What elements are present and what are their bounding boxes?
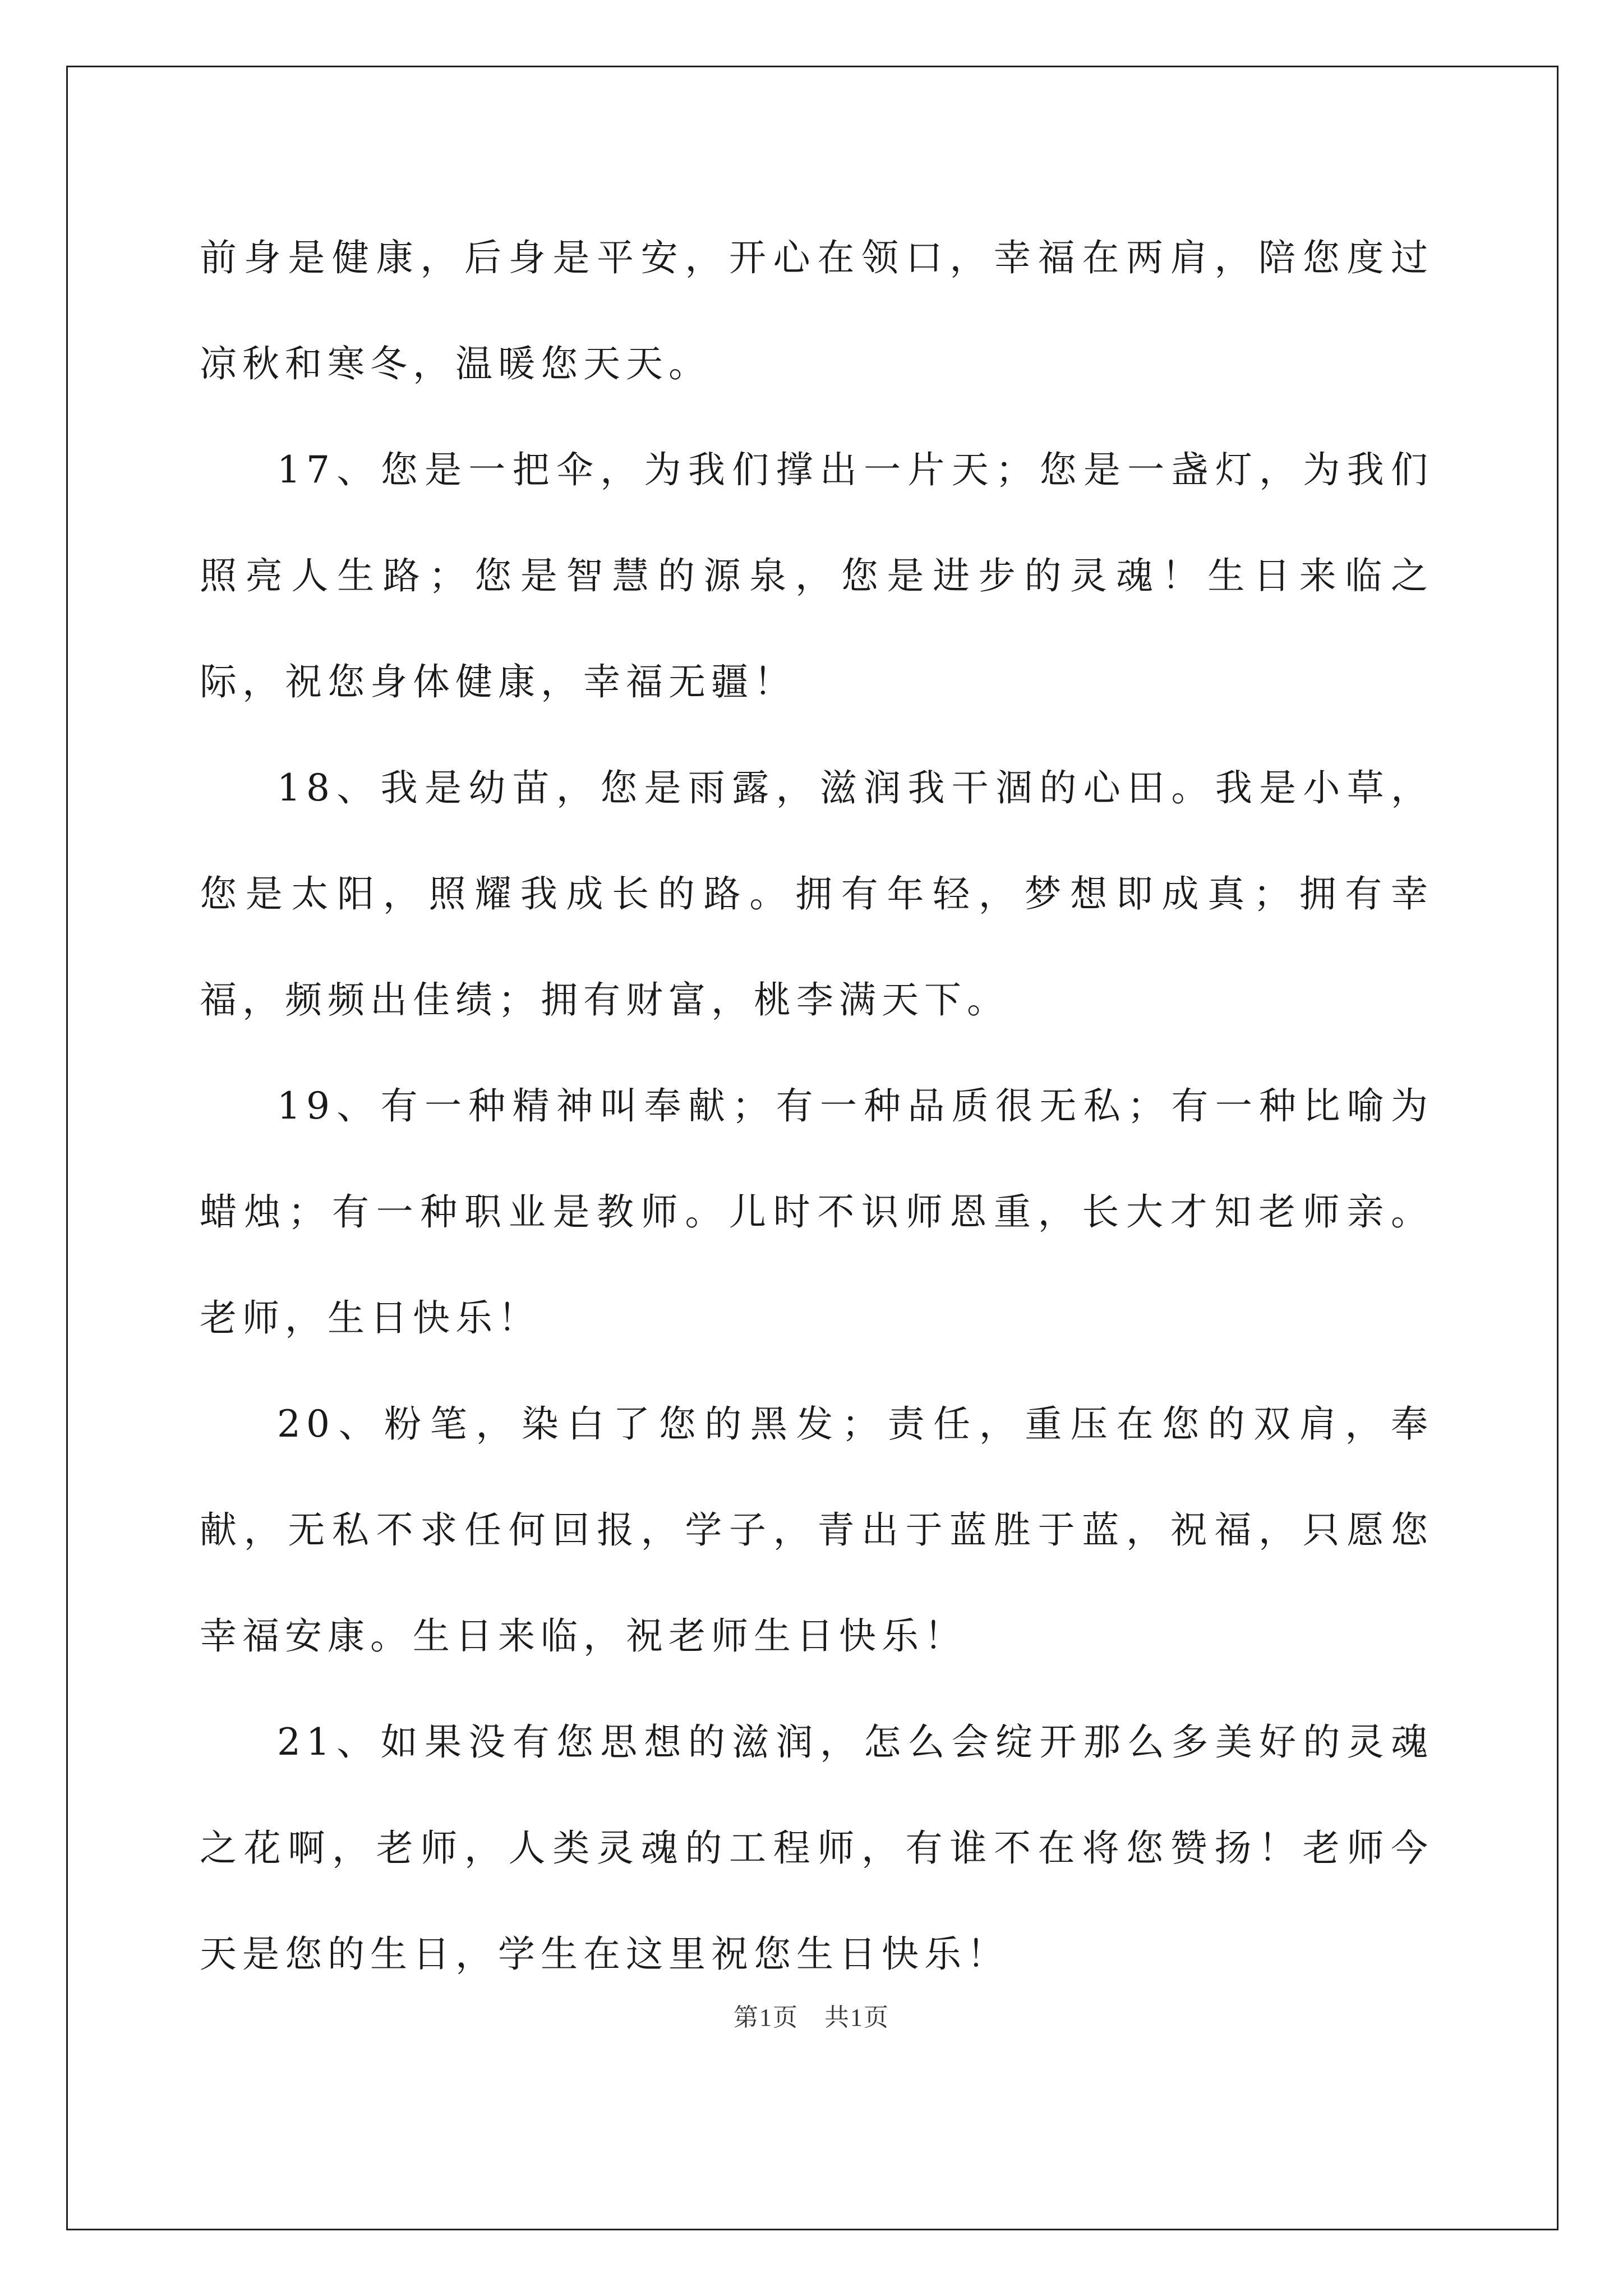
paragraph-18: 18、我是幼苗，您是雨露，滋润我干涸的心田。我是小草，您是太阳，照耀我成长的路。拥有年轻，梦想即成真；拥有幸福，频频出佳绩；拥有财富，桃李满天下。 <box>200 766 1433 1022</box>
page-number-footer: 第1页 共1页 <box>734 2004 889 2031</box>
document-body <box>200 205 1433 2007</box>
paragraph-0: 前身是健康，后身是平安，开心在领口，幸福在两肩，陪您度过凉秋和寒冬，温暖您天天。 <box>200 236 1433 385</box>
paragraph-21: 21、如果没有您思想的滋润，怎么会绽开那么多美好的灵魂之花啊，老师，人类灵魂的工程师，有谁不在将您赞扬！老师今天是您的生日，学生在这里祝您生日快乐！ <box>200 1720 1433 1976</box>
paragraph-20: 20、粉笔，染白了您的黑发；责任，重压在您的双肩，奉献，无私不求任何回报，学子，青出于蓝胜于蓝，祝福，只愿您幸福安康。生日来临，祝老师生日快乐！ <box>200 1402 1433 1658</box>
paragraph-17: 17、您是一把伞，为我们撑出一片天；您是一盏灯，为我们照亮人生路；您是智慧的源泉，您是进步的灵魂！生日来临之际，祝您身体健康，幸福无疆！ <box>200 448 1433 703</box>
paragraph-19: 19、有一种精神叫奉献；有一种品质很无私；有一种比喻为蜡烛；有一种职业是教师。儿时不识师恩重，长大才知老师亲。老师，生日快乐！ <box>200 1084 1433 1340</box>
